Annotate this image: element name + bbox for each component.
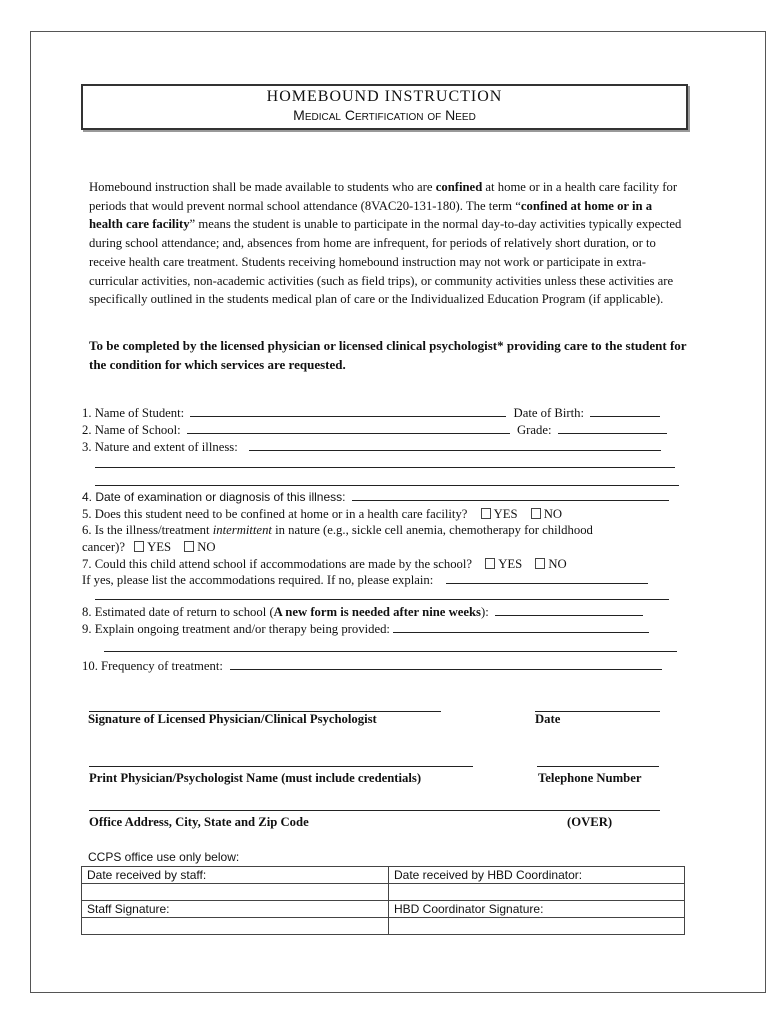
intermittent-yes-label: YES <box>147 540 172 554</box>
field-return-date[interactable] <box>82 604 643 620</box>
form-subtitle: Medical Certification of Need <box>293 107 476 123</box>
field-student-name[interactable] <box>82 405 660 421</box>
date-label: Date <box>535 712 561 726</box>
date-received-staff-input[interactable] <box>82 884 389 901</box>
date-received-hbd-input[interactable] <box>389 884 685 901</box>
accommodations-yes-label: YES <box>498 557 523 571</box>
return-date-label-1: 8. Estimated date of return to school ( <box>82 605 274 619</box>
student-name-label: 1. Name of Student: <box>82 406 185 420</box>
over-label: (OVER) <box>567 815 613 829</box>
accommodations-line-2[interactable] <box>95 599 669 600</box>
confined-yes-label: YES <box>493 507 518 521</box>
exam-date-line[interactable] <box>352 489 669 501</box>
school-name-label: 2. Name of School: <box>82 423 181 437</box>
student-name-line[interactable] <box>190 405 506 417</box>
field-intermittent <box>82 522 593 538</box>
return-date-label-2: ): <box>481 605 489 619</box>
field-treatment[interactable] <box>82 621 649 637</box>
illness-line-3[interactable] <box>95 485 679 486</box>
frequency-line[interactable] <box>230 658 662 670</box>
staff-signature-input[interactable] <box>82 918 389 935</box>
field-intermittent-cont <box>82 539 216 555</box>
date-received-hbd-cell: Date received by HBD Coordinator: <box>389 867 685 884</box>
treatment-line-2[interactable] <box>104 651 677 652</box>
print-name-line[interactable] <box>89 766 473 767</box>
field-confined <box>82 506 562 522</box>
illness-line-2[interactable] <box>95 467 675 468</box>
intro-bold-1: confined <box>435 180 483 194</box>
intermittent-label-2: in nature (e.g., sickle cell anemia, chemotherapy for childhood <box>271 523 593 537</box>
completion-instructions: To be completed by the licensed physician or licensed clinical psychologist* providing care to the student for the condition for which services are requested. <box>89 338 687 372</box>
hbd-signature-input[interactable] <box>389 918 685 935</box>
illness-label: 3. Nature and extent of illness: <box>82 440 238 454</box>
accommodations-yes-checkbox[interactable] <box>485 558 495 569</box>
intro-paragraph <box>89 178 689 309</box>
intermittent-no-checkbox[interactable] <box>184 541 194 552</box>
intro-text-1: Homebound instruction shall be made available to students who are <box>89 180 436 194</box>
field-illness[interactable] <box>82 439 661 455</box>
signature-label: Signature of Licensed Physician/Clinical Psychologist <box>88 712 377 726</box>
confined-no-checkbox[interactable] <box>531 508 541 519</box>
telephone-label: Telephone Number <box>538 771 642 785</box>
field-school-name[interactable] <box>82 422 667 438</box>
return-date-line[interactable] <box>495 604 643 616</box>
office-use-table <box>81 866 685 935</box>
grade-line[interactable] <box>558 422 667 434</box>
confined-no-label: NO <box>543 507 563 521</box>
hbd-signature-cell: HBD Coordinator Signature: <box>389 901 685 918</box>
accommodations-no-label: NO <box>548 557 567 571</box>
field-accommodations-explain[interactable] <box>82 572 648 588</box>
staff-signature-cell: Staff Signature: <box>82 901 389 918</box>
field-accommodations <box>82 556 567 572</box>
school-name-line[interactable] <box>187 422 510 434</box>
grade-label: Grade: <box>517 423 552 437</box>
intro-text-3: ” means the student is unable to participate in the normal day-to-day activities typically expected during school attendance; and, absences from home are infrequent, for periods of relatively short duration, or to receive health care treatment. Students receiving homebound instruction may not work or participate in extra-curricular activities, non-academic activities (such as field trips), or community activities unless these activities are specifically outlined in the students medical plan of care or the Individualized Education Program (if applicable). <box>89 217 682 307</box>
accommodations-explain-label: If yes, please list the accommodations required. If no, please explain: <box>82 573 434 587</box>
intermittent-no-label: NO <box>197 540 216 554</box>
return-date-bold: A new form is needed after nine weeks <box>273 605 481 619</box>
illness-line-1[interactable] <box>249 439 661 451</box>
confined-label: 5. Does this student need to be confined at home or in a health care facility? <box>82 507 468 521</box>
confined-yes-checkbox[interactable] <box>481 508 491 519</box>
intermittent-yes-checkbox[interactable] <box>134 541 144 552</box>
accommodations-line-1[interactable] <box>446 572 648 584</box>
print-name-label: Print Physician/Psychologist Name (must include credentials) <box>89 771 422 785</box>
intro-bold-2: confined at home or in a health care facility <box>89 198 653 232</box>
frequency-label: 10. Frequency of treatment: <box>82 659 223 673</box>
intermittent-label-3: cancer)? <box>82 540 125 554</box>
accommodations-no-checkbox[interactable] <box>535 558 545 569</box>
office-use-label: CCPS office use only below: <box>88 850 240 864</box>
intro-text-2: at home or in a health care facility for periods that would prevent normal school attendance (8VAC20-131-180). The term “ <box>89 180 678 213</box>
form-header <box>81 84 688 130</box>
field-exam-date[interactable] <box>82 489 669 505</box>
field-frequency[interactable] <box>82 658 662 674</box>
dob-line[interactable] <box>590 405 660 417</box>
intermittent-label-1: 6. Is the illness/treatment <box>82 523 213 537</box>
form-title: HOMEBOUND INSTRUCTION <box>266 88 503 105</box>
treatment-line-1[interactable] <box>393 621 649 633</box>
accommodations-label: 7. Could this child attend school if accommodations are made by the school? <box>82 557 473 571</box>
address-line[interactable] <box>89 810 660 811</box>
treatment-label: 9. Explain ongoing treatment and/or therapy being provided: <box>82 622 390 636</box>
dob-label: Date of Birth: <box>513 406 585 420</box>
address-label: Office Address, City, State and Zip Code <box>89 815 309 829</box>
date-received-staff-cell: Date received by staff: <box>82 867 389 884</box>
telephone-line[interactable] <box>537 766 659 767</box>
exam-date-label: 4. Date of examination or diagnosis of this illness: <box>82 490 346 504</box>
intermittent-italic: intermittent <box>212 523 272 537</box>
